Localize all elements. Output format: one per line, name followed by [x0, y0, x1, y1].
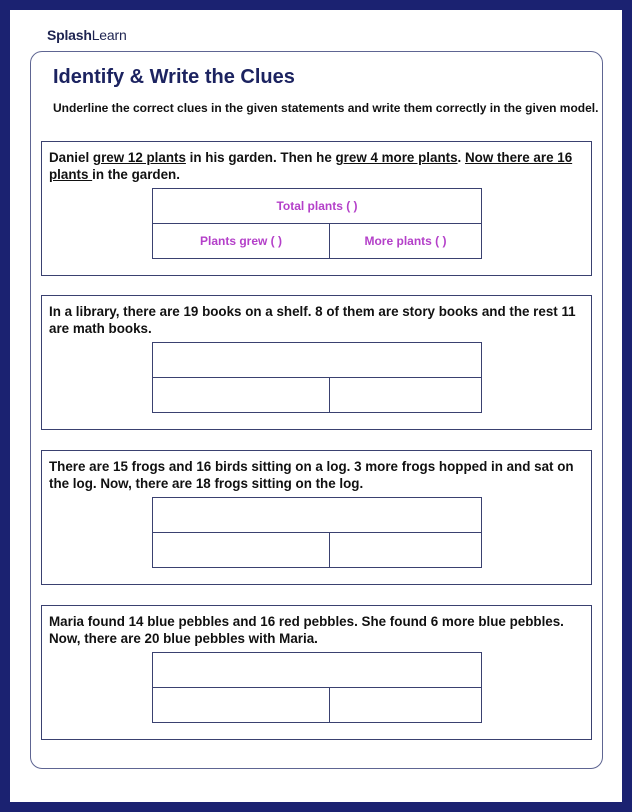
question-statement[interactable]	[49, 458, 584, 492]
model-cell-label: More plants ( )	[364, 234, 447, 248]
splashlearn-logo	[47, 27, 127, 43]
underlined-clue: grew 12 plants	[92, 150, 186, 165]
brand-part-learn: Learn	[91, 27, 127, 43]
question-statement[interactable]	[49, 149, 584, 183]
part-whole-model	[152, 342, 482, 413]
model-total-cell[interactable]	[153, 498, 481, 533]
model-part-left-cell[interactable]	[153, 688, 330, 722]
underlined-clue: grew 4 more plants	[335, 150, 458, 165]
model-total-cell[interactable]	[153, 343, 481, 378]
model-total-cell[interactable]	[153, 653, 481, 688]
model-part-right-cell[interactable]	[330, 378, 481, 412]
question-statement[interactable]	[49, 613, 584, 647]
statement-text: in the garden.	[92, 167, 180, 182]
part-whole-model	[152, 652, 482, 723]
question-box-3	[41, 450, 592, 585]
underlined-clue: Now there are 16 plants	[49, 150, 573, 182]
model-total-cell[interactable]	[153, 189, 481, 224]
worksheet-page	[10, 10, 622, 802]
question-box-4	[41, 605, 592, 740]
question-box-1	[41, 141, 592, 276]
model-part-left-cell[interactable]	[153, 378, 330, 412]
model-part-right-cell[interactable]	[330, 224, 481, 258]
question-box-2	[41, 295, 592, 430]
part-whole-model	[152, 497, 482, 568]
statement-text: in his garden. Then he	[185, 150, 336, 165]
statement-text: .	[457, 150, 465, 165]
brand-part-splash: Splash	[47, 27, 92, 43]
part-whole-model	[152, 188, 482, 259]
question-statement[interactable]	[49, 303, 584, 337]
statement-text: Maria found 14 blue pebbles and 16 red pebbles. She found 6 more blue pebbles. Now, there are 20 blue pebbles with Maria.	[49, 614, 564, 646]
model-cell-label: Total plants ( )	[276, 199, 358, 213]
model-part-left-cell[interactable]	[153, 533, 330, 567]
model-cell-label: Plants grew ( )	[199, 234, 282, 248]
statement-text: There are 15 frogs and 16 birds sitting on a log. 3 more frogs hopped in and sat on the log. Now, there are 18 frogs sitting on the log.	[49, 459, 574, 491]
worksheet-title: Identify & Write the Clues	[53, 66, 295, 88]
worksheet-instruction: Underline the correct clues in the given statements and write them correctly in the given model.	[53, 101, 599, 115]
statement-text: Daniel	[49, 150, 93, 165]
statement-text: In a library, there are 19 books on a shelf. 8 of them are story books and the rest 11 are math books.	[49, 304, 576, 336]
model-part-right-cell[interactable]	[330, 688, 481, 722]
model-part-right-cell[interactable]	[330, 533, 481, 567]
model-part-left-cell[interactable]	[153, 224, 330, 258]
